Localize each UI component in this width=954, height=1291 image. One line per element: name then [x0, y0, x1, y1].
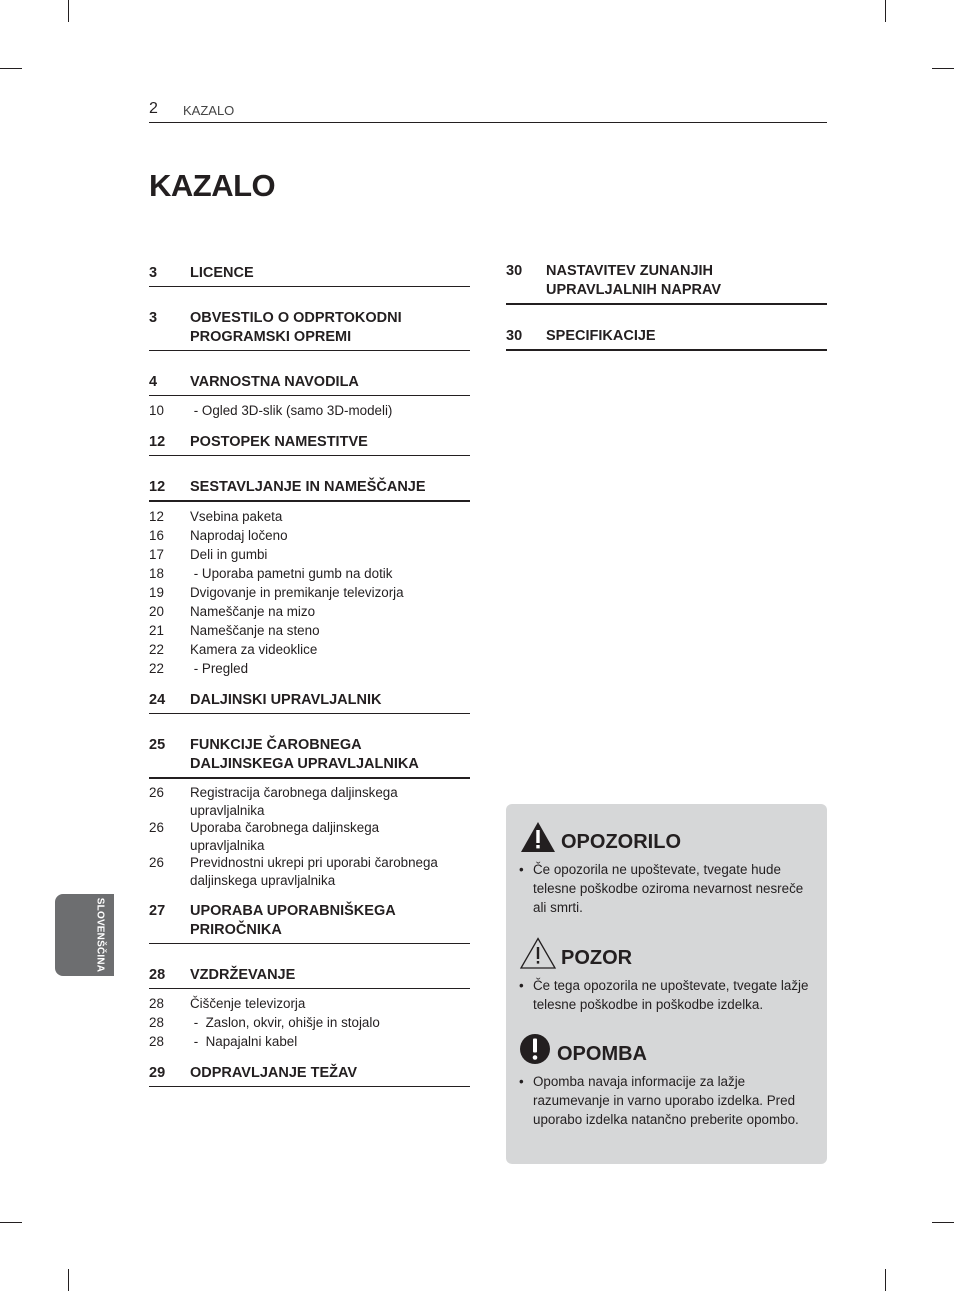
- warning-notice: [519, 818, 819, 917]
- crop-mark: [68, 0, 69, 22]
- running-header: [149, 100, 827, 123]
- toc-right-column: [506, 262, 827, 351]
- bullet-icon: •: [519, 1074, 524, 1089]
- warning-title: OPOZORILO: [561, 831, 681, 853]
- toc-subitem[interactable]: 20 Nameščanje na mizo: [149, 604, 316, 619]
- crop-mark: [68, 1269, 69, 1291]
- crop-mark: [932, 1222, 954, 1223]
- toc-subitem[interactable]: 12 Vsebina paketa: [149, 509, 283, 524]
- toc-subitem[interactable]: 16 Naprodaj ločeno: [149, 528, 288, 543]
- crop-mark: [885, 1269, 886, 1291]
- crop-mark: [885, 0, 886, 22]
- caution-title: POZOR: [561, 947, 633, 969]
- toc-subitem[interactable]: 22 - Pregled: [149, 661, 249, 676]
- caution-notice: [519, 934, 819, 1014]
- note-notice: [519, 1030, 819, 1129]
- toc-subitem[interactable]: 28 Čiščenje televizorja: [149, 996, 306, 1011]
- toc-subitem[interactable]: 17 Deli in gumbi: [149, 547, 268, 562]
- toc-subitem[interactable]: 26 Uporaba čarobnega daljinskega upravljalnika: [149, 820, 380, 853]
- toc-subitem[interactable]: 18 - Uporaba pametni gumb na dotik: [149, 566, 393, 581]
- toc-subitem[interactable]: 28 - Zaslon, okvir, ohišje in stojalo: [149, 1015, 380, 1030]
- page-number: 2: [149, 100, 158, 117]
- crop-mark: [932, 68, 954, 69]
- toc-subitem[interactable]: 26 Previdnostni ukrepi pri uporabi čarobnega daljinskega upravljalnika: [149, 855, 438, 888]
- toc-heading[interactable]: 12 POSTOPEK NAMESTITVE: [149, 433, 470, 456]
- caution-icon: [519, 936, 557, 970]
- toc-subitem[interactable]: 26 Registracija čarobnega daljinskega upravljalnika: [149, 785, 398, 818]
- toc-heading[interactable]: 27 UPORABA UPORABNIŠKEGA PRIROČNIKA: [149, 902, 470, 944]
- language-side-tab-label: SLOVENŠČINA: [94, 897, 106, 973]
- toc-left-column: [149, 264, 470, 1087]
- toc-subitem[interactable]: 19 Dvigovanje in premikanje televizorja: [149, 585, 404, 600]
- toc-subitem[interactable]: 10 - Ogled 3D-slik (samo 3D-modeli): [149, 403, 393, 418]
- toc-heading[interactable]: 28 VZDRŽEVANJE: [149, 966, 470, 989]
- note-title: OPOMBA: [557, 1043, 647, 1065]
- page-title: KAZALO: [149, 168, 276, 203]
- toc-heading[interactable]: 24 DALJINSKI UPRAVLJALNIK: [149, 691, 470, 714]
- crop-mark: [0, 1222, 22, 1223]
- toc-heading[interactable]: 30 SPECIFIKACIJE: [506, 327, 827, 351]
- toc-subitem[interactable]: 22 Kamera za videoklice: [149, 642, 318, 657]
- toc-heading[interactable]: 3 LICENCE: [149, 264, 470, 287]
- bullet-icon: •: [519, 862, 524, 877]
- bullet-icon: •: [519, 978, 524, 993]
- toc-heading[interactable]: 30 NASTAVITEV ZUNANJIH UPRAVLJALNIH NAPRAV: [506, 262, 827, 305]
- header-section-label: KAZALO: [183, 103, 235, 118]
- caution-text: • Če tega opozorila ne upoštevate, tvegate lažje telesne poškodbe in poškodbe izdelka.: [519, 978, 809, 1012]
- toc-heading[interactable]: 25 FUNKCIJE ČAROBNEGA DALJINSKEGA UPRAVLJALNIKA: [149, 736, 470, 779]
- toc-subitem[interactable]: 28 - Napajalni kabel: [149, 1034, 298, 1049]
- note-exclamation-icon: [519, 1032, 553, 1066]
- toc-heading[interactable]: 12 SESTAVLJANJE IN NAMEŠČANJE: [149, 478, 470, 502]
- toc-heading[interactable]: 4 VARNOSTNA NAVODILA: [149, 373, 470, 396]
- warning-icon: [519, 820, 557, 854]
- toc-heading[interactable]: 3 OBVESTILO O ODPRTOKODNI PROGRAMSKI OPREMI: [149, 309, 470, 351]
- note-text: • Opomba navaja informacije za lažje razumevanje in varno uporabo izdelka. Pred uporabo izdelka natančno preberite opombo.: [519, 1074, 799, 1127]
- toc-heading[interactable]: 29 ODPRAVLJANJE TEŽAV: [149, 1064, 470, 1087]
- warning-text: • Če opozorila ne upoštevate, tvegate hude telesne poškodbe oziroma nevarnost nesreče ali smrti.: [519, 862, 804, 915]
- notice-box: [506, 804, 827, 1164]
- crop-mark: [0, 68, 22, 69]
- toc-subitem[interactable]: 21 Nameščanje na steno: [149, 623, 320, 638]
